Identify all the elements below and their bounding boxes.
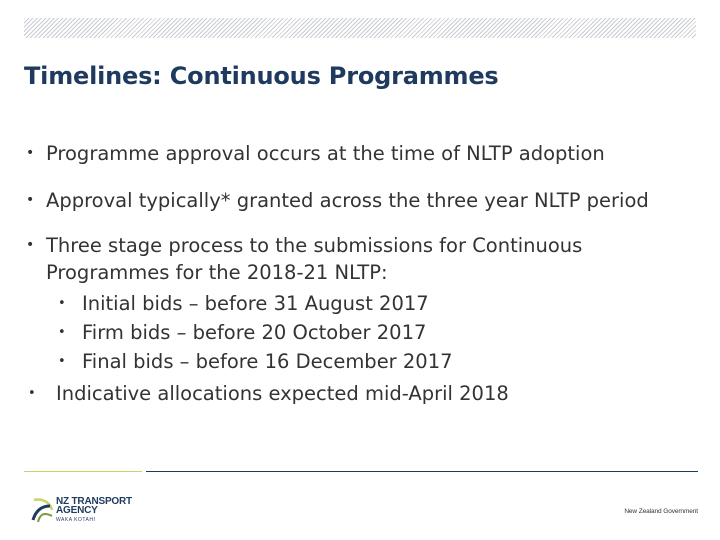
- bullet-text: Indicative allocations expected mid-April 2018: [56, 382, 509, 405]
- sub-bullet-dot: •: [58, 296, 66, 311]
- bullet-item: [24, 187, 656, 214]
- bullet-item: [24, 140, 686, 167]
- nz-government-wordmark: New Zealand Government: [624, 508, 698, 515]
- bullet-item: [24, 380, 684, 407]
- bullet-text: Programme approval occurs at the time of NLTP adoption: [46, 142, 605, 165]
- sub-bullet-list: [24, 289, 684, 376]
- nzta-logo-wordmark: [56, 497, 132, 525]
- bullet-dot: •: [26, 237, 35, 253]
- logo-sub: WAKA KOTAHI: [56, 517, 96, 523]
- logo-line1: NZ TRANSPORT: [56, 496, 132, 507]
- bullet-item: [24, 232, 666, 286]
- bullet-dot: •: [26, 145, 35, 161]
- bullet-text: Three stage process to the submissions for Continuous Programmes for the 2018-21 NLTP:: [46, 234, 583, 284]
- sub-bullet-text: Firm bids – before 20 October 2017: [82, 321, 427, 344]
- footer-rule-accent: [24, 471, 142, 472]
- sub-bullet-text: Final bids – before 16 December 2017: [82, 350, 453, 373]
- sub-bullet-item: [24, 289, 684, 318]
- sub-bullet-dot: •: [58, 354, 66, 369]
- sub-bullet-text: Initial bids – before 31 August 2017: [82, 292, 429, 315]
- sub-bullet-dot: •: [58, 325, 66, 340]
- bullet-list: [24, 140, 684, 407]
- bullet-text: Approval typically* granted across the three year NLTP period: [46, 189, 649, 212]
- bullet-dot: •: [28, 386, 36, 401]
- footer-rule: [146, 471, 698, 472]
- logo-line2: AGENCY: [56, 505, 98, 516]
- sub-bullet-item: [24, 318, 684, 347]
- slide-title: Timelines: Continuous Programmes: [24, 62, 499, 90]
- sub-bullet-item: [24, 347, 684, 376]
- bullet-dot: •: [26, 192, 35, 208]
- header-hatch-band: [24, 18, 696, 38]
- nzta-logo-icon: [30, 496, 56, 524]
